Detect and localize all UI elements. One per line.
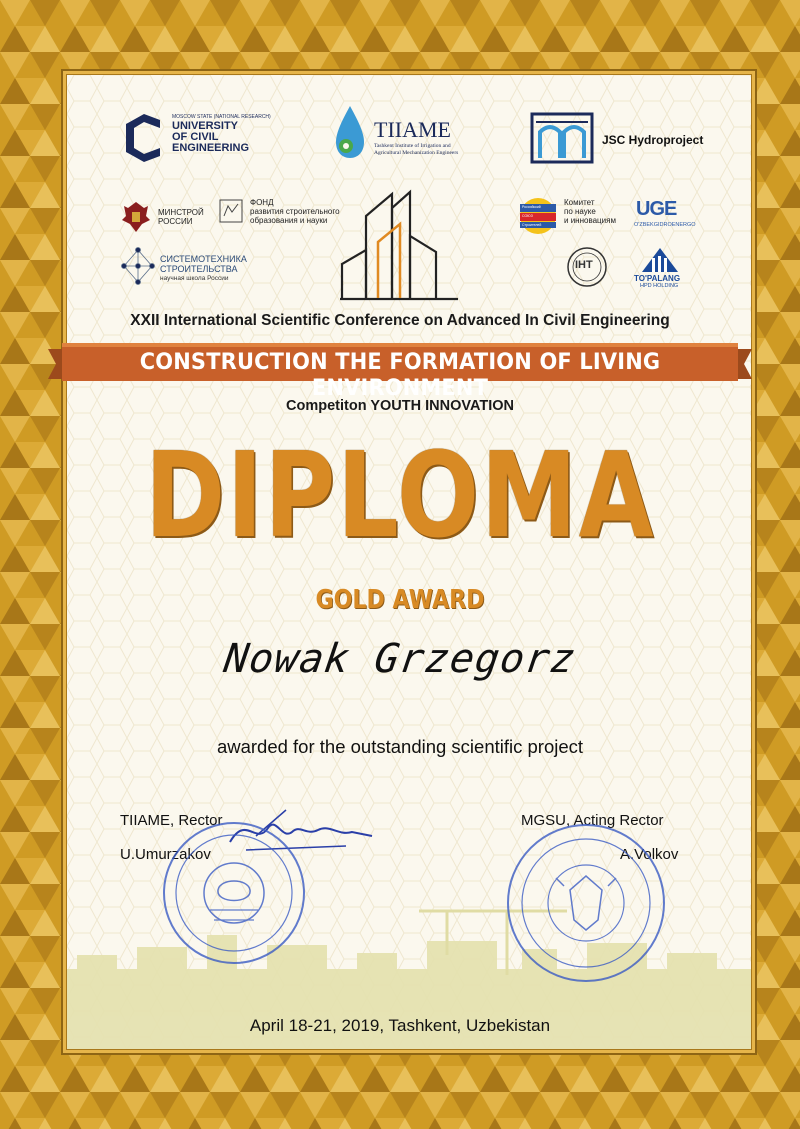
- systech-line1: СИСТЕМОТЕХНИКА: [160, 254, 247, 264]
- fond-line3: образования и науки: [250, 216, 328, 225]
- conference-title: XXII International Scientific Conference on Advanced In Civil Engineering: [130, 312, 670, 329]
- komitet-line3: и инновациям: [564, 216, 616, 225]
- right-signatory-title: MGSU, Acting Rector: [521, 812, 664, 829]
- hydroproject-name: JSC Hydroproject: [602, 133, 704, 147]
- event-date-location: April 18-21, 2019, Tashkent, Uzbekistan: [249, 1016, 551, 1035]
- iht-mark: IHT: [575, 259, 593, 271]
- award-reason: awarded for the outstanding scientific project: [216, 736, 584, 757]
- komitet-badge-line3: Строителей: [522, 223, 542, 227]
- minstroy-line1: МИНСТРОЙ: [158, 208, 204, 217]
- komitet-badge-line2: СОЮЗ: [522, 214, 533, 218]
- topalang-name: TO'PALANG: [634, 274, 681, 283]
- recipient-name: Nowak Grzegorz: [221, 636, 579, 682]
- fond-text: [250, 198, 340, 225]
- fond-line2: развития строительного: [250, 207, 340, 216]
- minstroy-emblem-icon: [118, 198, 154, 234]
- diploma-title: DIPLOMA: [144, 426, 656, 564]
- mgsu-name: [172, 121, 249, 154]
- komitet-text: [564, 198, 616, 225]
- mgsu-top-text: MOSCOW STATE (NATIONAL RESEARCH): [172, 114, 271, 120]
- topalang-logo-icon: [640, 246, 680, 274]
- left-signatory-name: U.Umurzakov: [120, 846, 211, 863]
- komitet-badge-text: [522, 203, 541, 230]
- komitet-line2: по науке: [564, 207, 596, 216]
- systech-text: [160, 254, 247, 284]
- topalang-sub: HPD HOLDING: [640, 283, 679, 289]
- tiiame-name: TIIAME: [374, 117, 451, 142]
- systech-network-icon: [118, 246, 158, 286]
- systech-line3: научная школа России: [160, 275, 229, 282]
- building-logo-icon: [340, 186, 458, 302]
- komitet-badge-line1: Российский: [522, 205, 541, 209]
- minstroy-text: [158, 208, 204, 226]
- mgsu-logo-icon: [120, 112, 168, 164]
- fond-line1: ФОНД: [250, 198, 274, 207]
- right-signatory-name: A.Volkov: [620, 846, 679, 863]
- left-signatory-title: TIIAME, Rector: [120, 812, 223, 829]
- award-level: GOLD AWARD: [315, 585, 485, 615]
- uzgeo-mark: UGE: [636, 198, 677, 220]
- ribbon-title: CONSTRUCTION THE FORMATION OF LIVING ENVIRONMENT: [139, 349, 661, 401]
- fond-icon: [218, 198, 244, 224]
- systech-line2: СТРОИТЕЛЬСТВА: [160, 264, 238, 274]
- tiiame-stamp: [160, 820, 308, 966]
- mgsu-line2: OF CIVIL: [172, 131, 219, 143]
- uzgeo-sub: O'ZBEKGIDROENERGO: [634, 222, 696, 228]
- minstroy-line2: РОССИИ: [158, 217, 193, 226]
- hydroproject-logo-icon: [530, 112, 594, 164]
- mgsu-line3: ENGINEERING: [172, 142, 250, 154]
- mgsu-line1: UNIVERSITY: [172, 120, 239, 132]
- competition-title: Competiton YOUTH INNOVATION: [286, 398, 514, 414]
- tiiame-sub2: Agricultural Mechanization Engineers: [374, 149, 459, 156]
- tiiame-subtitle: [374, 143, 458, 156]
- tiiame-sub1: Tashkent Institute of Irrigation and: [374, 143, 451, 149]
- mgsu-stamp: [504, 820, 668, 986]
- tiiame-logo-icon: [330, 104, 370, 160]
- komitet-line1: Комитет: [564, 198, 595, 207]
